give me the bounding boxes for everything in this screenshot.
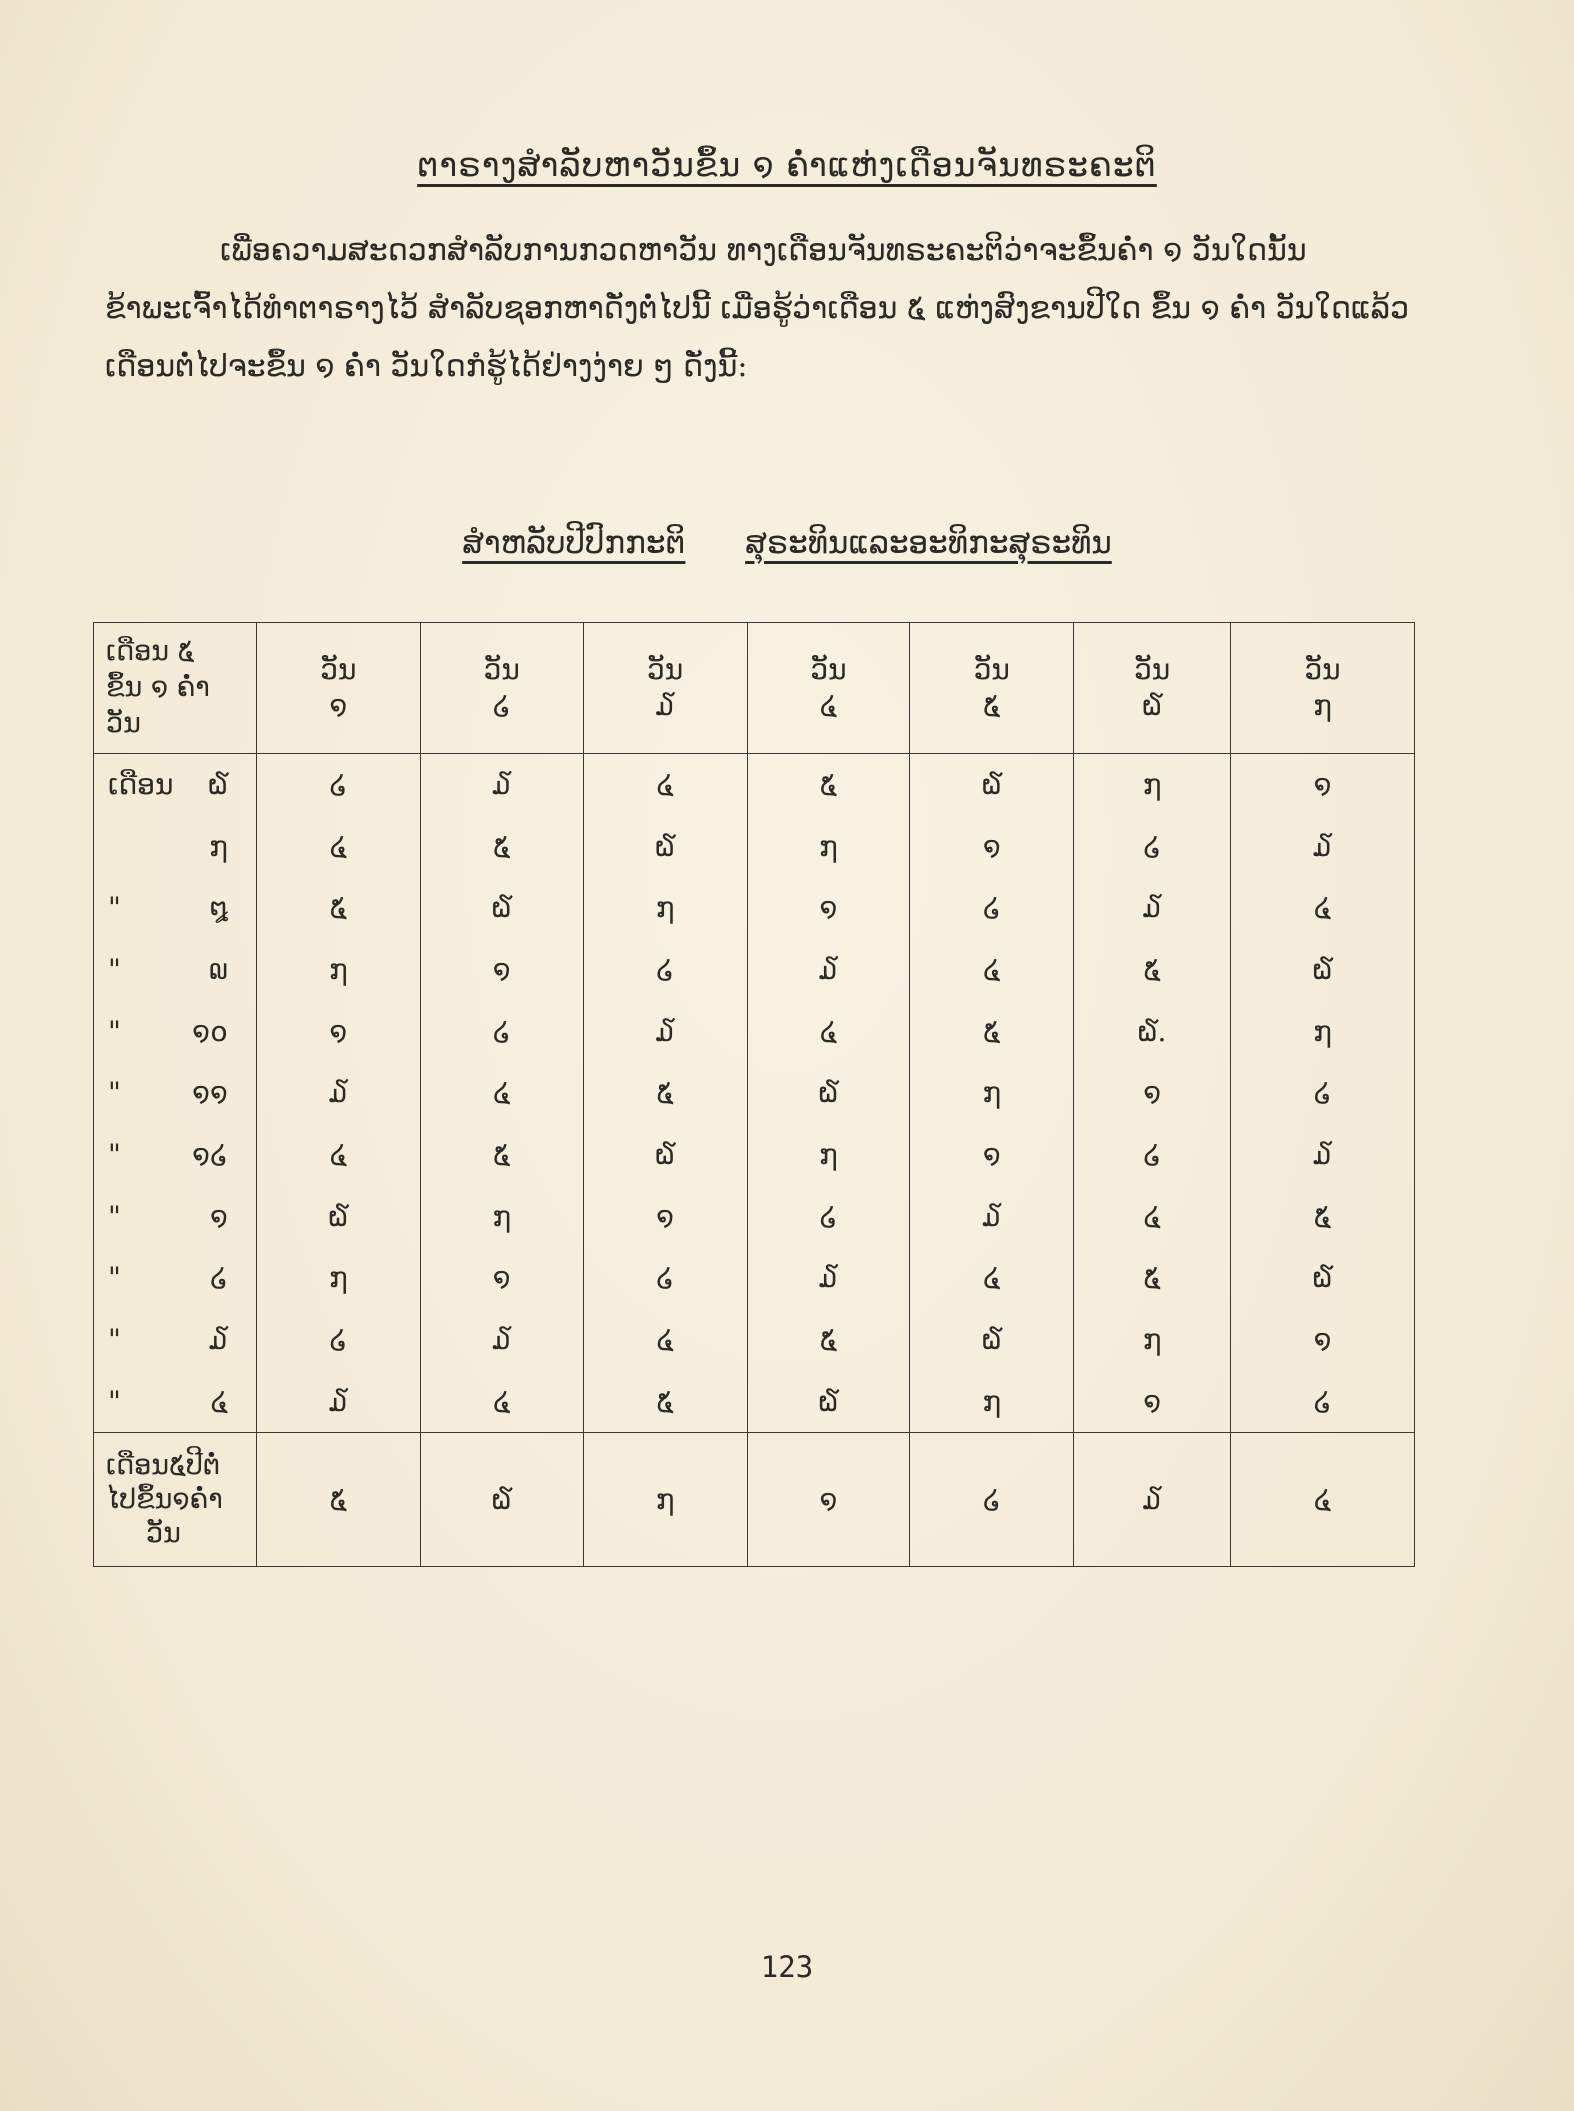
table-cell: ໒ — [256, 1309, 420, 1371]
footer-label-line-2: ໄປຂຶ້ນ໑ຄ່ຳ — [106, 1483, 223, 1515]
table-cell: ໔ — [1231, 877, 1415, 939]
footer-label-line-1: ເດືອນ໕ປີຕໍ່ — [106, 1449, 221, 1481]
table-cell: ໕ — [256, 877, 420, 939]
column-header: ວັນ ໖ — [1074, 623, 1231, 754]
table-cell: ໖ — [420, 877, 583, 939]
table-cell: ໖ — [1231, 1247, 1415, 1309]
table-row — [94, 1309, 1415, 1371]
table-cell: ໔ — [420, 1370, 583, 1432]
table-cell: ໔ — [420, 1062, 583, 1124]
corner-line-3: ວັນ — [106, 707, 141, 739]
table-cell: ໗ — [910, 1062, 1074, 1124]
footer-cell: ໓ — [1074, 1433, 1231, 1567]
table-row — [94, 815, 1415, 877]
table-cell: ໑ — [1074, 1062, 1231, 1124]
table-cell: ໓ — [420, 1309, 583, 1371]
table-cell: ໗ — [1074, 753, 1231, 815]
table-cell: ໕ — [747, 1309, 910, 1371]
table-cell: ໔ — [256, 815, 420, 877]
table-cell: ໑ — [420, 939, 583, 1001]
table-row — [94, 1247, 1415, 1309]
table-cell: ໗ — [583, 877, 747, 939]
table-header-row — [94, 623, 1415, 754]
table-cell: ໖ — [256, 1185, 420, 1247]
table-cell: ໗ — [747, 1124, 910, 1186]
footer-cell: ໗ — [583, 1433, 747, 1567]
row-label: ໗ — [94, 815, 257, 877]
column-header: ວັນ ໕ — [910, 623, 1074, 754]
row-label: " ໓ — [94, 1309, 257, 1371]
table-cell: ໓ — [256, 1062, 420, 1124]
table-cell: ໗ — [747, 815, 910, 877]
table-row — [94, 877, 1415, 939]
intro-paragraph — [105, 222, 1435, 396]
footer-cell: ໖ — [420, 1433, 583, 1567]
table-cell: ໑ — [910, 815, 1074, 877]
table-cell: ໕ — [583, 1062, 747, 1124]
table-footer-row — [94, 1433, 1415, 1567]
table-cell: ໑ — [256, 1000, 420, 1062]
table-cell: ໑ — [1231, 1309, 1415, 1371]
column-header: ວັນ ໗ — [1231, 623, 1415, 754]
table-cell: ໒ — [747, 1185, 910, 1247]
table-cell: ໔ — [583, 753, 747, 815]
table-cell: ໒ — [256, 753, 420, 815]
table-cell: ໕ — [420, 815, 583, 877]
table-cell: ໓ — [256, 1370, 420, 1432]
row-label: " ໘ — [94, 877, 257, 939]
table-cell: ໓ — [1231, 1124, 1415, 1186]
table-cell: ໑ — [910, 1124, 1074, 1186]
page-title — [0, 145, 1574, 184]
table-cell: ໗ — [910, 1370, 1074, 1432]
footer-label — [94, 1433, 257, 1567]
table-cell: ໕ — [1074, 939, 1231, 1001]
table-cell: ໑ — [1231, 753, 1415, 815]
table-row — [94, 753, 1415, 815]
table-cell: ໒ — [1074, 1124, 1231, 1186]
table-cell: ໔ — [583, 1309, 747, 1371]
table-cell: ໔ — [747, 1000, 910, 1062]
table-cell: ໒ — [583, 939, 747, 1001]
table-cell: ໔ — [910, 1247, 1074, 1309]
calendar-table — [93, 622, 1415, 1567]
page-title-text: ຕາຣາງສຳລັບຫາວັນຂຶ້ນ ໑ ຄ່ຳແຫ່ງເດືອນຈັນທຣະຄະຕິ — [417, 145, 1157, 184]
table-cell: ໗ — [420, 1185, 583, 1247]
table-cell: ໖ — [910, 753, 1074, 815]
table-cell: ໓ — [1231, 815, 1415, 877]
footer-cell: ໑ — [747, 1433, 910, 1567]
row-label: " ໑໑ — [94, 1062, 257, 1124]
footer-cell: ໕ — [256, 1433, 420, 1567]
column-header: ວັນ ໑ — [256, 623, 420, 754]
table-cell: ໖ — [583, 815, 747, 877]
column-header: ວັນ ໓ — [583, 623, 747, 754]
table-cell: ໗ — [1074, 1309, 1231, 1371]
row-label: " ໔ — [94, 1370, 257, 1432]
footer-cell: ໒ — [910, 1433, 1074, 1567]
table-subtitle — [0, 525, 1574, 561]
intro-text: ເພື່ອຄວາມສະດວກສຳລັບການກວດຫາວັນ ທາງເດືອນຈັນທຣະຄະຕິວ່າຈະຂຶ້ນຄ່ຳ ໑ ວັນໃດນັ້ນ ຂ້າພະເຈົ້າໄດ້ທຳຕາຣາງໄວ້ ສຳລັບຊອກຫາດັ່ງຕໍ່ໄປນີ້ ເມື່ອຮູ້ວ່າເດືອນ ໕ ແຫ່ງສົງຂານປີໃດ ຂຶ້ນ ໑ ຄ່ຳ ວັນໃດແລ້ວ ເດືອນຕໍ່ໄປຈະຂຶ້ນ ໑ ຄ່ຳ ວັນໃດກໍຮູ້ໄດ້ຢ່າງງ່າຍ ໆ ດັ່ງນີ້: — [105, 233, 1410, 384]
table-row — [94, 1124, 1415, 1186]
row-label: " ໙ — [94, 939, 257, 1001]
subtitle-part1: ສຳຫລັບປີປົກກະຕິ — [462, 525, 686, 561]
table-cell: ໒ — [420, 1000, 583, 1062]
table-cell: ໕ — [583, 1370, 747, 1432]
table-cell: ໗ — [256, 1247, 420, 1309]
table-cell: ໕ — [910, 1000, 1074, 1062]
corner-line-2: ຂຶ້ນ ໑ ຄ່ຳ — [106, 671, 210, 703]
table-row — [94, 1185, 1415, 1247]
table-row — [94, 1370, 1415, 1432]
table-cell: ໕ — [1231, 1185, 1415, 1247]
table-cell: ໕ — [420, 1124, 583, 1186]
table-cell: ໒ — [910, 877, 1074, 939]
table-cell: ໓ — [583, 1000, 747, 1062]
table-cell: ໑ — [747, 877, 910, 939]
table-cell: ໓ — [747, 939, 910, 1001]
table-cell: ໖ — [910, 1309, 1074, 1371]
table-cell: ໖ — [747, 1062, 910, 1124]
table-row — [94, 939, 1415, 1001]
table-cell: ໕ — [747, 753, 910, 815]
table-cell: ໕ — [1074, 1247, 1231, 1309]
table-cell: ໖ — [1231, 939, 1415, 1001]
table-cell: ໓ — [747, 1247, 910, 1309]
table-cell: ໒ — [1231, 1062, 1415, 1124]
table-row — [94, 1000, 1415, 1062]
column-header: ວັນ ໔ — [747, 623, 910, 754]
table-cell: ໔ — [910, 939, 1074, 1001]
subtitle-part2: ສຸຣະທິນແລະອະທິກະສຸຣະທິນ — [745, 525, 1112, 561]
table-cell: ໑ — [420, 1247, 583, 1309]
table-cell: ໒ — [1231, 1370, 1415, 1432]
table-cell: ໑ — [1074, 1370, 1231, 1432]
table-cell: ໔ — [256, 1124, 420, 1186]
table-cell: ໓ — [1074, 877, 1231, 939]
page-number: 123 — [760, 1950, 814, 1984]
column-header: ວັນ ໒ — [420, 623, 583, 754]
table-cell: ໗ — [256, 939, 420, 1001]
table-cell: ໒ — [583, 1247, 747, 1309]
corner-line-1: ເດືອນ ໕ — [106, 635, 195, 667]
table-cell: ໗ — [1231, 1000, 1415, 1062]
row-label: " ໑ — [94, 1185, 257, 1247]
table-cell: ໖ — [747, 1370, 910, 1432]
corner-header-cell — [94, 623, 257, 754]
table-cell: ໓ — [420, 753, 583, 815]
table-cell: ໖. — [1074, 1000, 1231, 1062]
table-cell: ໑ — [583, 1185, 747, 1247]
table-cell: ໖ — [583, 1124, 747, 1186]
table-cell: ໒ — [1074, 815, 1231, 877]
table-cell: ໓ — [910, 1185, 1074, 1247]
table-row — [94, 1062, 1415, 1124]
table-cell: ໔ — [1074, 1185, 1231, 1247]
footer-label-line-3: ວັນ — [146, 1517, 181, 1549]
row-label: " ໑໐ — [94, 1000, 257, 1062]
row-label: ເດືອນ ໖ — [94, 753, 257, 815]
row-label: " ໒ — [94, 1247, 257, 1309]
row-label: " ໑໒ — [94, 1124, 257, 1186]
footer-cell: ໔ — [1231, 1433, 1415, 1567]
